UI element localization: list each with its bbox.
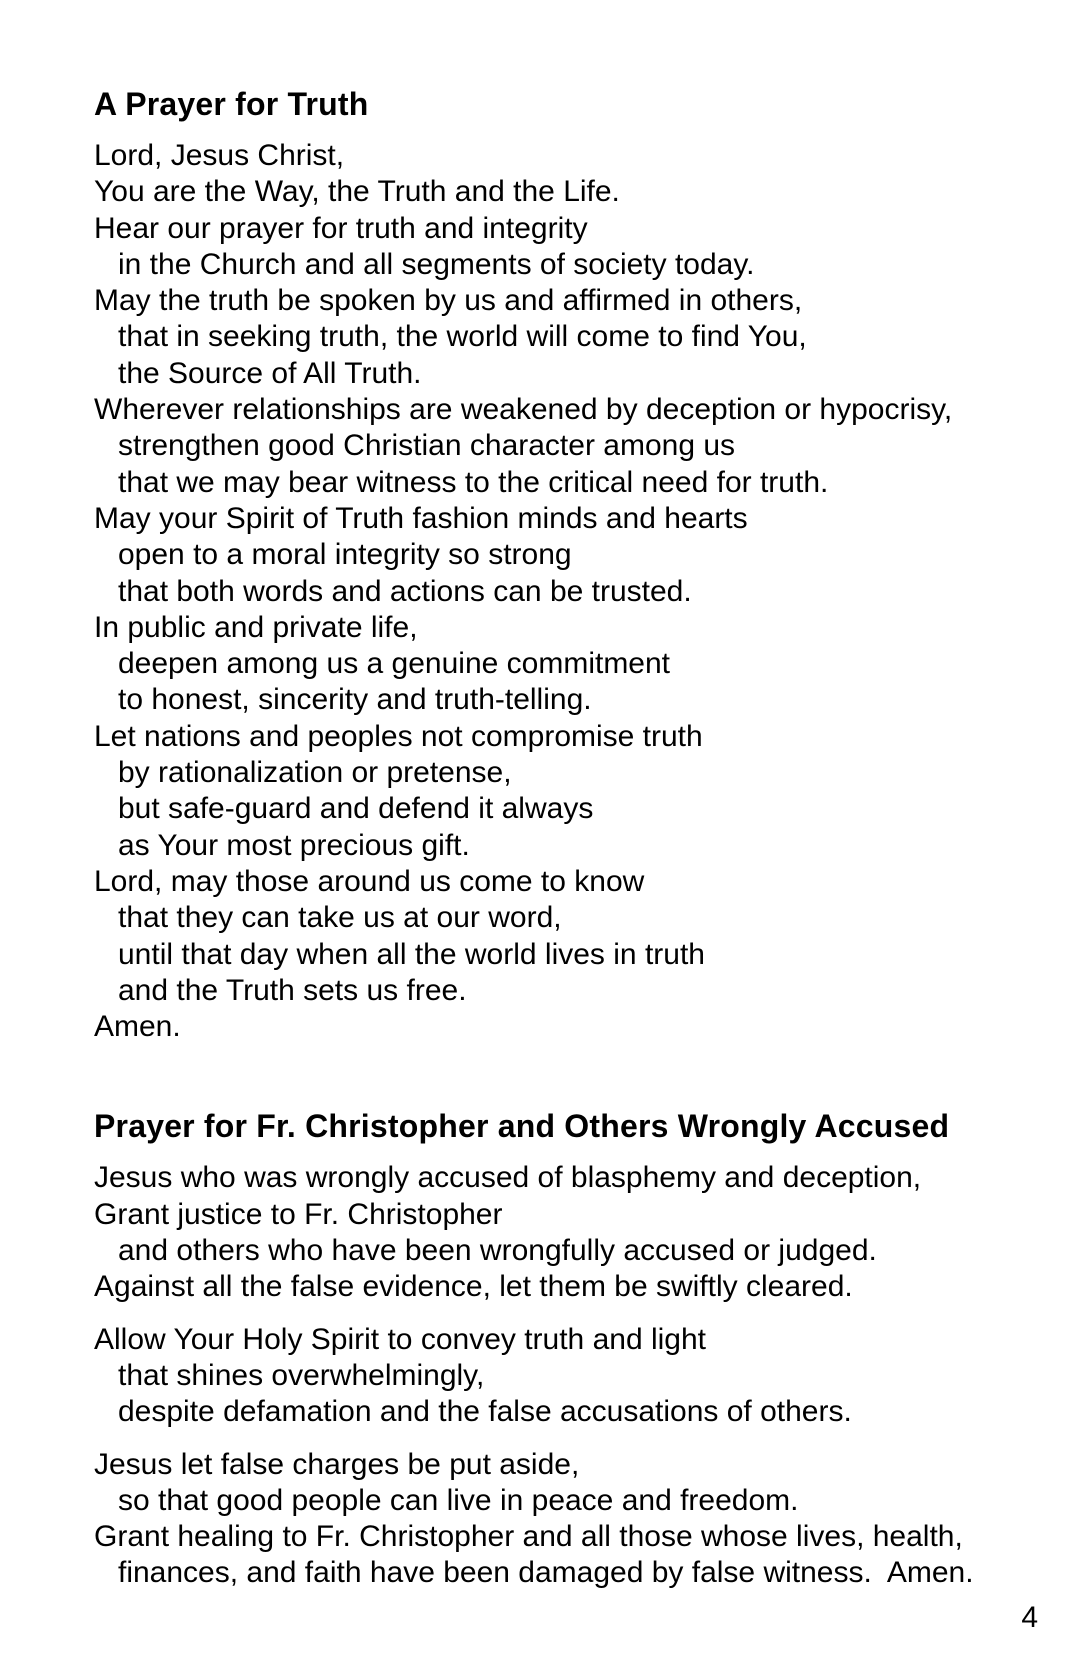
prayer-line: open to a moral integrity so strong (118, 538, 572, 572)
prayer-line: in the Church and all segments of society today. (118, 247, 755, 281)
prayer-body (94, 1160, 1038, 1591)
prayer-line: despite defamation and the false accusations of others. (118, 1395, 852, 1429)
prayer-line: Jesus let false charges be put aside, (94, 1447, 580, 1481)
prayer-paragraph (94, 1160, 1038, 1305)
prayer-line: Lord, Jesus Christ, (94, 139, 345, 172)
prayer-line: and the Truth sets us free. (118, 973, 467, 1007)
prayer-line: Grant justice to Fr. Christopher (94, 1197, 503, 1231)
prayer-line: until that day when all the world lives in truth (118, 937, 705, 971)
prayer-line: Against all the false evidence, let them be swiftly cleared. (94, 1270, 853, 1304)
prayer-line: strengthen good Christian character among us (118, 429, 736, 463)
prayer-line: to honest, sincerity and truth-telling. (118, 683, 592, 717)
section-title: Prayer for Fr. Christopher and Others Wrongly Accused (94, 1108, 950, 1145)
sections-container (94, 84, 1038, 1592)
prayer-line: May your Spirit of Truth fashion minds and hearts (94, 501, 748, 535)
section-title: A Prayer for Truth (94, 86, 369, 122)
prayer-paragraph (94, 1322, 1038, 1431)
prayer-section (94, 1106, 1038, 1591)
prayer-line: finances, and faith have been damaged by false witness. Amen. (118, 1556, 974, 1590)
prayer-line: Amen. (94, 1010, 181, 1044)
prayer-line: deepen among us a genuine commitment (118, 647, 671, 681)
prayer-line: Let nations and peoples not compromise truth (94, 719, 703, 753)
prayer-line: Wherever relationships are weakened by deception or hypocrisy, (94, 393, 953, 427)
prayer-body (94, 138, 1038, 1045)
prayer-line: that shines overwhelmingly, (118, 1358, 485, 1392)
prayer-line: that they can take us at our word, (118, 901, 562, 935)
prayer-line: as Your most precious gift. (118, 828, 470, 862)
prayer-line: May the truth be spoken by us and affirmed in others, (94, 284, 803, 318)
prayer-line: that in seeking truth, the world will come to find You, (118, 320, 807, 354)
prayer-line: that we may bear witness to the critical need for truth. (118, 465, 829, 499)
prayer-line: by rationalization or pretense, (118, 756, 512, 790)
prayer-line: so that good people can live in peace and freedom. (118, 1483, 799, 1517)
prayer-line: but safe-guard and defend it always (118, 792, 594, 826)
prayer-paragraph (94, 138, 1038, 1045)
prayer-line: and others who have been wrongfully accused or judged. (118, 1234, 877, 1268)
prayer-line: Lord, may those around us come to know (94, 864, 645, 898)
prayer-line: Jesus who was wrongly accused of blasphemy and deception, (94, 1161, 922, 1195)
prayer-line: Hear our prayer for truth and integrity (94, 211, 588, 245)
prayer-line: In public and private life, (94, 610, 418, 644)
prayer-line: Allow Your Holy Spirit to convey truth and light (94, 1322, 706, 1356)
prayer-line: Grant healing to Fr. Christopher and all those whose lives, health, (94, 1520, 963, 1554)
prayer-section (94, 84, 1038, 1045)
prayer-line: that both words and actions can be trusted. (118, 574, 692, 608)
prayer-line: the Source of All Truth. (118, 356, 422, 390)
prayer-paragraph (94, 1447, 1038, 1592)
page-number: 4 (1021, 1600, 1038, 1634)
prayer-line: You are the Way, the Truth and the Life. (94, 175, 620, 209)
